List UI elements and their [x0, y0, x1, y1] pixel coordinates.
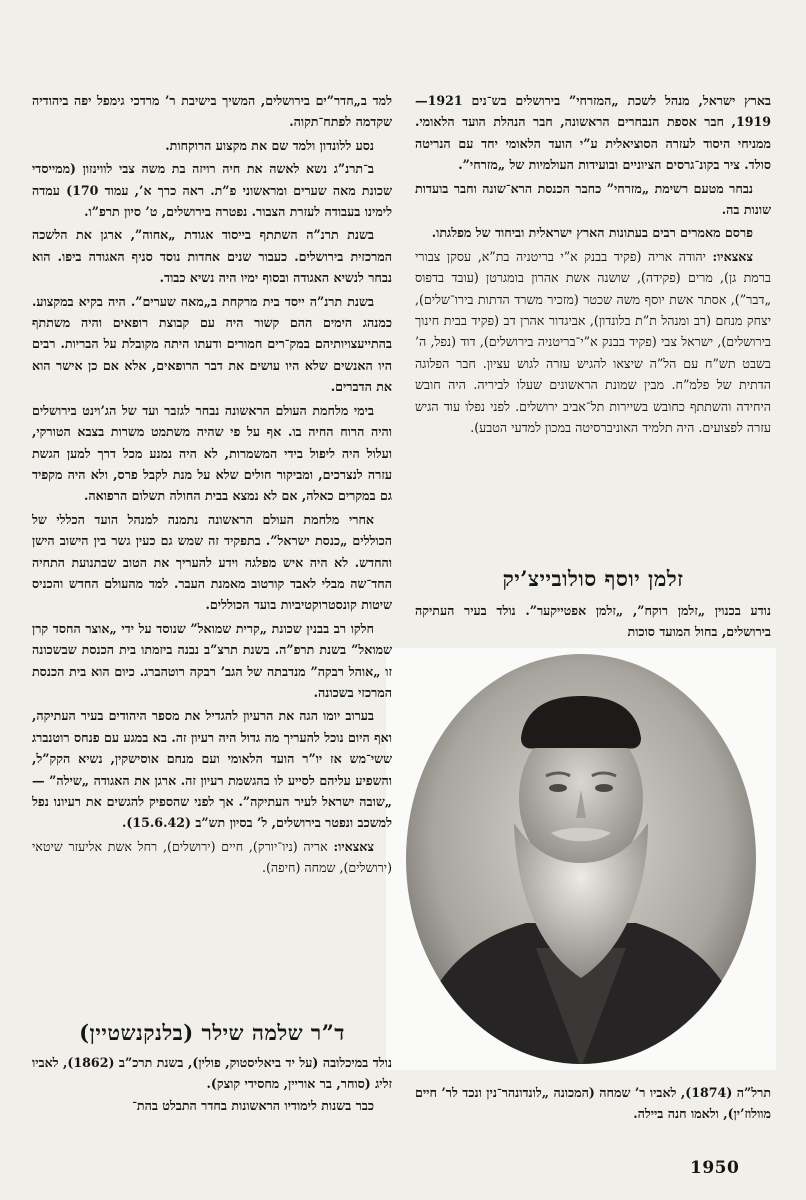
biography-heading: ד”ר שלמה שילר (בלנקנשטיין) — [79, 1020, 345, 1045]
paragraph: בערוב יומו הגה את הרעיון להגדיל את מספר היהודים בעיר העתיקה, ואף היום נוכל להעריך מה גדול היה רעיון זה. בא במגע עם פנחס רוטנברג ששי־מש אז יו”ר הועד הלאומי ועם מנחם אוסישקין, נשיא הקק”ל, והשפיע עליהם לסייע לו בהגשמת רעיון זה. ארגן את האגודה „שילה” — „שובה ישראל לעיר העתיקה”. אך לפני שהספיק להגשים את רעיונו נפל למשכב ונפטר בירושלים, ל’ בסיון תש”ב (15.6.42). — [32, 708, 392, 831]
page-number: 1950 — [690, 1158, 740, 1178]
paragraph: בשנת תרנ”ה השתתף בייסוד אגודת „אחוה”, ארגן את הלשכה המרכזית בירושלים. כעבור שנים אחדות נוסד סניף האגודה ביפו. הוא נבחר לנשיא האגודה ובסוף ימיו היה נשיא כבוד. — [32, 227, 392, 286]
descendants-lead: צאצאיו: — [333, 838, 374, 854]
paragraph: פרסם מאמרים רבים בעתונות הארץ ישראלית וביחוד של מפלגתו. — [431, 225, 753, 241]
paragraph: אחרי מלחמת העולם הראשונה נתמנה למנהל הועד הכללי של הכוללים „כנסת ישראל”. בתפקיד זה שמש גם כעין גשר בין הישוב הישן והחדש. לא היה איש מפלגה וידע להעריך את הטוב שבתנועת התחיה החד־שה מבלי לאבד קורטוב מאמנת העבר. למד מהעולם החדש והכניס שיטות קונסטרוקטיביות בועד הכוללים. — [32, 511, 392, 613]
paragraph: בימי מלחמת העולם הראשונה נבחר לגזבר ועד של הג’וינט בירושלים והיה הרוח החיה בו. אף על פי שהיה משתמט משרות בצבא הטורקי, ועלול היה ליפול בידי המשמרות, לא היה נמנע מכל דרך למען הגשת עזרה לנצרכים, ומביקור חולים שלא על מנת לקבל פרס, ולא היה מקפיד גם במקרים כאלה, אם לא נמצא בבית החולה תשלום הרפואה. — [32, 402, 392, 504]
paragraph: כבר בשנות לימודיו הראשונות בחדר התבלט בהת־ — [132, 1097, 374, 1113]
paragraph: נבחר מטעם רשימת „מזרחי” כחבר הכנסת הרא־שונה וחבר בועדות שונות בה. — [415, 180, 771, 218]
portrait-photo — [386, 648, 776, 1070]
descendants-lead: צאצאיו: — [712, 248, 753, 264]
photo-caption: תרל”ה (1874), לאביו ר’ שמחה (המכונה „לונדונהר־נין ונכד לר’ חיים מוולוז’ין), ולאמו חנה ביילה. — [415, 1085, 771, 1122]
descendants-text: אריה (ניו־יורק), חיים (ירושלים), רחל אשת אליעזר שיטאי (ירושלים), שמחה (חיפה). — [32, 838, 392, 876]
biography-intro — [32, 1052, 392, 1116]
paragraph: נולד במיכלובה (על יד ביאליסטוק, פולין), בשנת תרכ”ב (1862), לאביו זליג (סוחר, בר אוריין, מחסידי קוצק). — [32, 1055, 392, 1092]
biography-intro: נודע בכנוין „זלמן רוקח”, „זלמן אפטייקער”. נולד בעיר העתיקה בירושלים, בחול המועד סוכות — [415, 603, 771, 640]
biography-heading: זלמן יוסף סולובייצ’יק — [502, 566, 684, 591]
right-column — [415, 90, 771, 441]
descendants-paragraph — [32, 836, 392, 879]
left-column — [32, 90, 392, 881]
paragraph: למד ב„חדר”ים בירושלים, המשיך בישיבת ר’ מרדכי גימפל יפה ביהודיה שקדמה לפתח־תקוה. — [32, 93, 392, 130]
paragraph: בשנת תרנ”ה ייסד בית מרקחת ב„מאה שערים”. היה בקיא במקצוע. כמנהג הימים ההם קשור היה עם קבוצת רופאים והיה משתתף בהתייעצויותיהם במק־רים חמורים ודעתו היתה מקובלת על הבריות. רבים היו האנשים שלא היו עושים את דבר הרופאים, אלא אם כן אישר הוא את הדברים. — [32, 293, 392, 395]
descendants-paragraph — [415, 246, 771, 439]
paragraph: נסע ללונדון ולמד שם את מקצוע הרוקחות. — [165, 137, 374, 153]
descendants-text: יהודה אריה (פקיד בבנק א”י בריטניה בת”א, עסקן צבורי ברמת גן), מרים (פקידה), שושנה אשת אהרון בומגרטן (עובד בדפוס „דבר”), אסתר אשת יוסף משה שכטר (מזכיר משרד הדתות בירו־שלים), יצחק מנחם (רב ומנהל ת”ת בלונדון), אביגדור אהרן דב (פקיד בבית חינוך בירושלים), ישראל צבי (פקיד בבנק א”י־בריטניה בירושלים), דוד (נפל, ה’ בשבט תש”ח עם הל”ה שיצאו להגיש עזרה לגוש עציון. חבר הפלוגה הדתית של פלמ”ח. מבין שמונת הראשונים שעלו לביריה. היה חובש היחידה והשתתף כחובש בשיירות תל־אביב ירושלים. לפני נפלו עוד הגיש עזרה לפצועים. היה תלמיד האוניברסיטה במכון למדעי הטבע). — [415, 248, 771, 436]
paragraph: ב־תרנ”ג נשא לאשה את חיה רויזה בת משה צבי לווינזון (ממייסדי שכונת מאה שערים ומראשוני פ”ת. ראה כרך א’, עמוד 170) עמדה לימינו בעבודה לעזרת הצבור. נפטרה בירושלים, ט’ סיון תרפ”ו. — [32, 161, 392, 220]
paragraph: חלקו רב בבנין שכונת „קרית שמואל” שנוסד על ידי „אוצר החסד קרן שמואל” בשנת תרפ”ה. בשנת תרצ”ב נבנה ביזמתו בית הכנסת שבשכונה זו „אוהל רבקה” מנדבתה של הגב’ רבקה רוטהברג. כיום הוא בית הכנסת המרכזי בשכונה. — [32, 620, 392, 700]
paragraph: בארץ ישראל, מנהל לשכת „המזרחי” בירושלים בש־נים 1921—1919, חבר אספת הנבחרים הראשונה, חבר הנהלת הועד הלאומי. ממניחי היסוד לעזרה הסוציאלית ע”י הועד הלאומי יחד עם הנריטה סולד. ציר בקונ־גרסים הציוניים ובועידות העולמיות של „מזרחי”. — [415, 93, 771, 173]
